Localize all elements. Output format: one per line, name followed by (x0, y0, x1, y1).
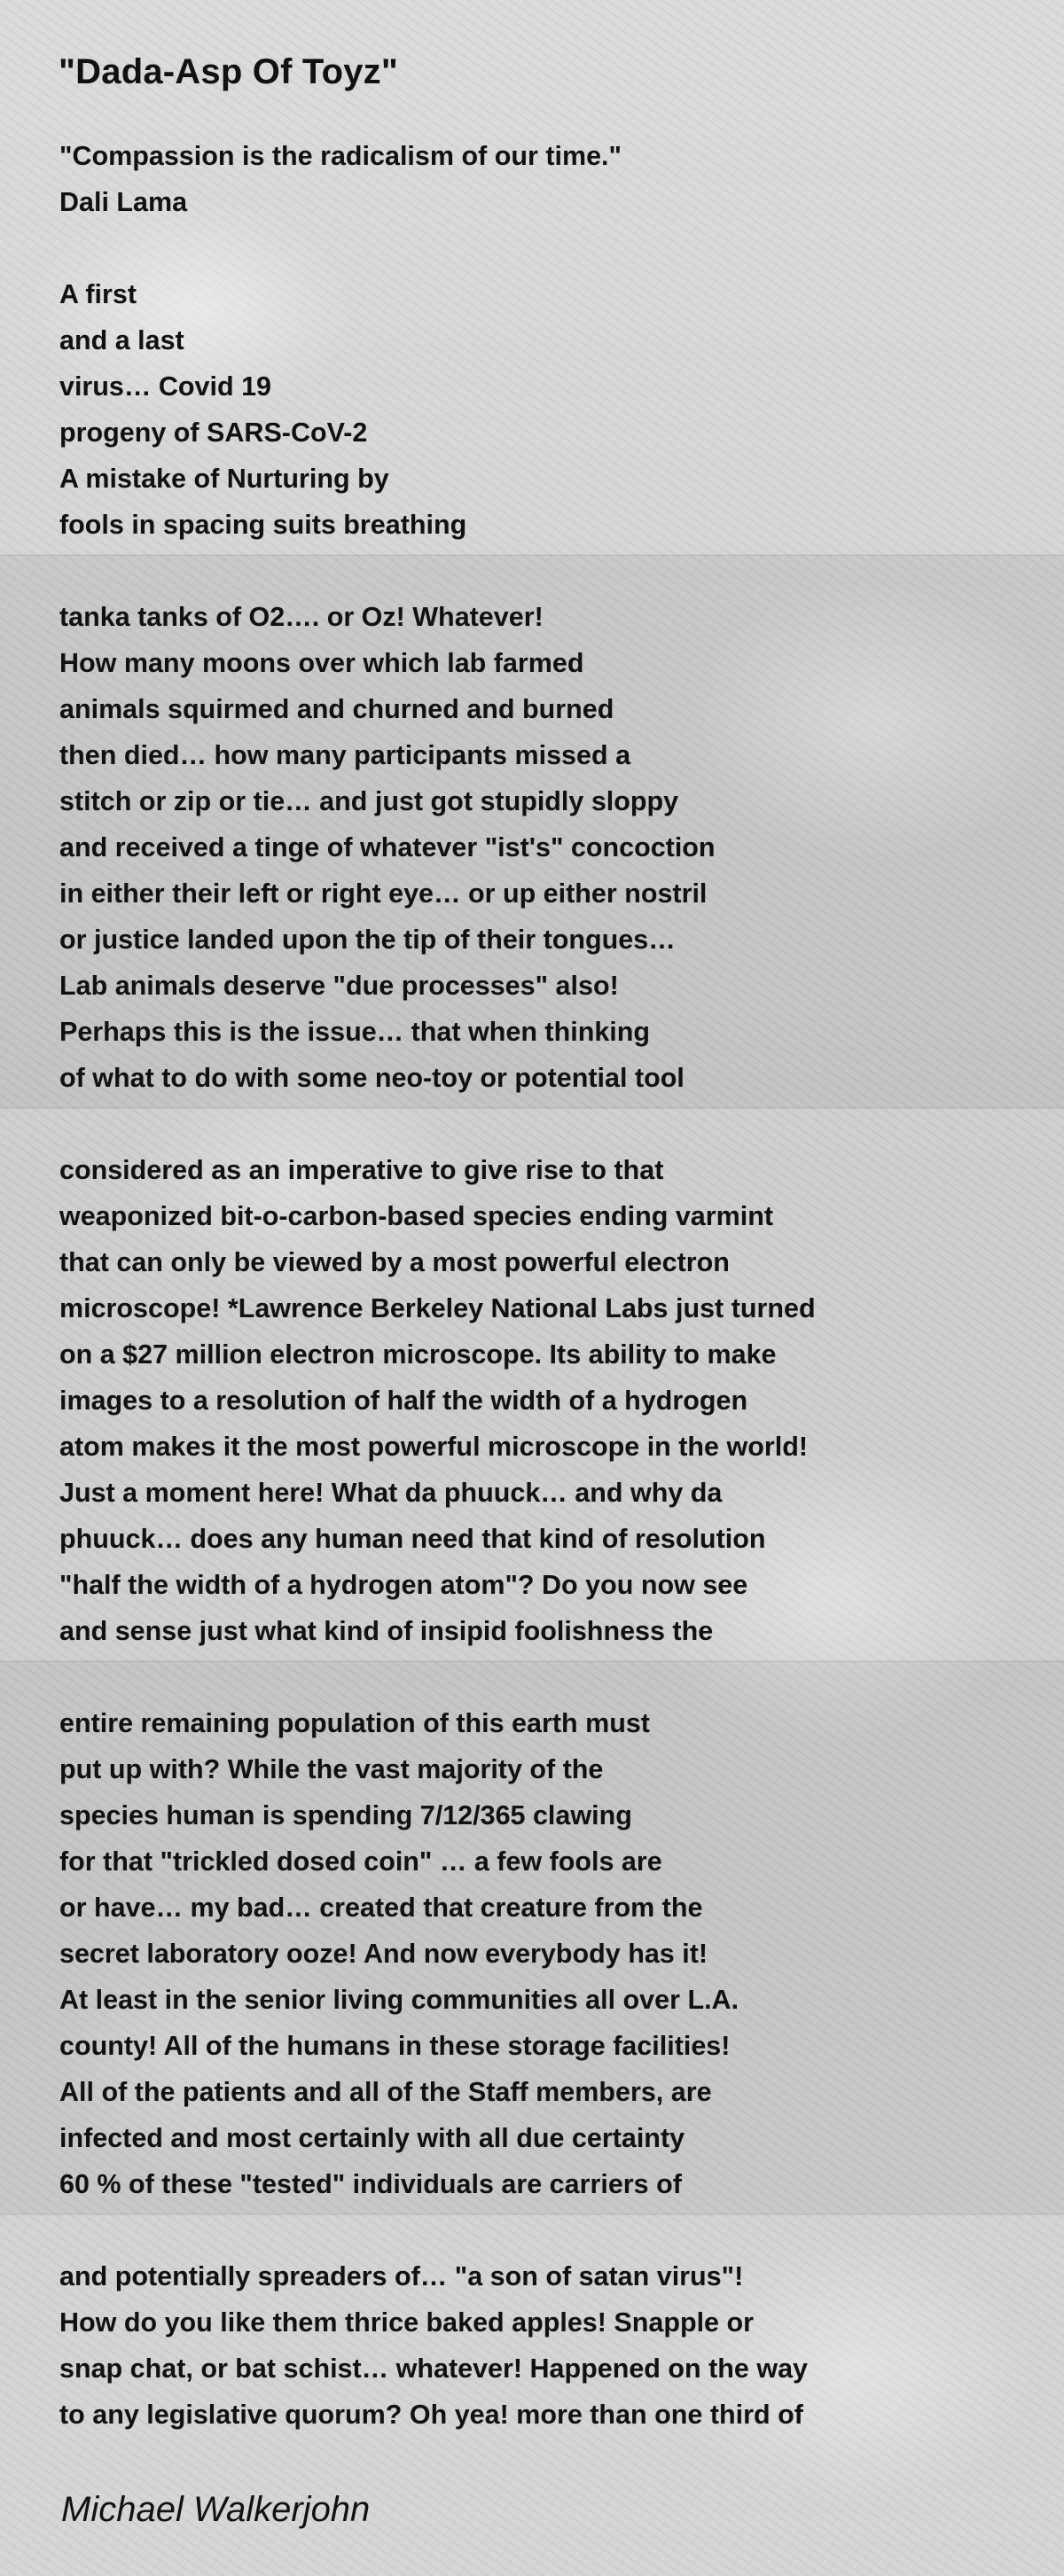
band-divider (0, 2213, 1064, 2215)
stanza (59, 1147, 1035, 1654)
band-divider (0, 554, 1064, 556)
poem-line: atom makes it the most powerful microscope in the world! (59, 1432, 808, 1462)
poem-line: for that "trickled dosed coin" … a few fools are (59, 1846, 662, 1877)
poem-line: or have… my bad… created that creature from the (59, 1893, 703, 1923)
poem-line: progeny of SARS-CoV-2 (59, 418, 368, 448)
poem-line: All of the patients and all of the Staff members, are (59, 2077, 712, 2107)
poem-line: in either their left or right eye… or up either nostril (59, 878, 708, 909)
poem-line: tanka tanks of O2…. or Oz! Whatever! (59, 602, 544, 632)
poem-line: infected and most certainly with all due certainty (59, 2123, 685, 2153)
poem-line: Just a moment here! What da phuuck… and why da (59, 1478, 723, 1508)
stanza (59, 2253, 1035, 2438)
poem-line: and received a tinge of whatever "ist's" concoction (59, 832, 716, 863)
band-divider (0, 1107, 1064, 1109)
poem-line: county! All of the humans in these storage facilities! (59, 2031, 731, 2061)
poem-line: images to a resolution of half the width of a hydrogen (59, 1386, 748, 1416)
stanza (59, 133, 1035, 548)
poem-author: Michael Walkerjohn (61, 2490, 371, 2529)
poem-line: Perhaps this is the issue… that when thinking (59, 1017, 651, 1047)
stanza (59, 594, 1035, 1101)
poem-line: A first (59, 279, 137, 309)
poem-line: and sense just what kind of insipid foolishness the (59, 1616, 714, 1646)
poem-line: phuuck… does any human need that kind of resolution (59, 1524, 766, 1554)
poem-line: microscope! *Lawrence Berkeley National Labs just turned (59, 1293, 816, 1323)
poem-line: animals squirmed and churned and burned (59, 694, 614, 724)
poem-line: and a last (59, 325, 184, 355)
poem-line: entire remaining population of this earth must (59, 1708, 650, 1738)
poem-line: At least in the senior living communities all over L.A. (59, 1985, 739, 2015)
poem-line: "Compassion is the radicalism of our time." (59, 141, 622, 171)
poem-line: considered as an imperative to give rise to that (59, 1155, 664, 1185)
poem-line: stitch or zip or tie… and just got stupidly sloppy (59, 786, 679, 816)
poem-line: A mistake of Nurturing by (59, 464, 389, 494)
poem-title: "Dada-Asp Of Toyz" (59, 52, 399, 91)
poem-line: virus… Covid 19 (59, 371, 271, 402)
poem-line: to any legislative quorum? Oh yea! more than one third of (59, 2400, 803, 2430)
poem-line: secret laboratory ooze! And now everybody has it! (59, 1939, 708, 1969)
poem-line: fools in spacing suits breathing (59, 510, 467, 540)
stanza (59, 1700, 1035, 2207)
poem-line: species human is spending 7/12/365 clawing (59, 1800, 632, 1831)
poem-line: snap chat, or bat schist… whatever! Happened on the way (59, 2354, 809, 2384)
poem-line: on a $27 million electron microscope. Its ability to make (59, 1339, 777, 1370)
poem-line: How do you like them thrice baked apples! Snapple or (59, 2307, 754, 2338)
poem-line: Dali Lama (59, 187, 188, 217)
poem-line: weaponized bit-o-carbon-based species ending varmint (59, 1201, 774, 1231)
band-divider (0, 1660, 1064, 1662)
poem-line: of what to do with some neo-toy or potential tool (59, 1063, 685, 1093)
poem-line: put up with? While the vast majority of the (59, 1754, 604, 1784)
poem-line: that can only be viewed by a most powerful electron (59, 1247, 730, 1277)
poem-line: Lab animals deserve "due processes" also! (59, 971, 619, 1001)
poem-line: and potentially spreaders of… "a son of satan virus"! (59, 2261, 744, 2291)
poem-line (59, 225, 1035, 271)
poem-line: or justice landed upon the tip of their tongues… (59, 925, 676, 955)
poem-line: 60 % of these "tested" individuals are carriers of (59, 2169, 682, 2199)
poem-line: "half the width of a hydrogen atom"? Do you now see (59, 1570, 748, 1600)
poem-line: How many moons over which lab farmed (59, 648, 584, 678)
poem-line: then died… how many participants missed a (59, 740, 631, 770)
